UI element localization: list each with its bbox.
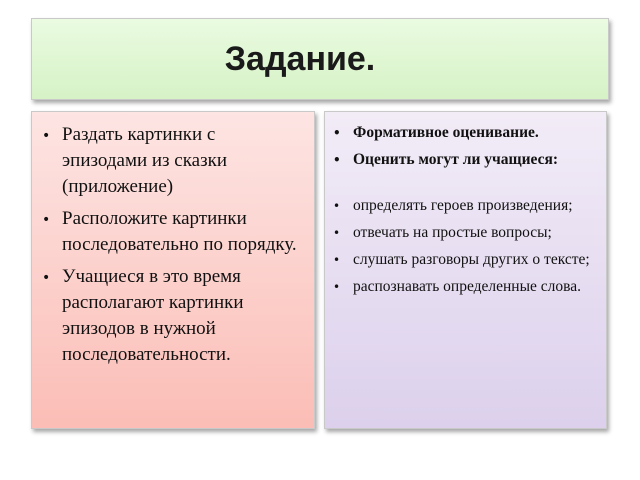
bullet-icon: • bbox=[42, 270, 51, 286]
list-item-text: распознавать определенные слова. bbox=[353, 278, 582, 295]
list-item bbox=[38, 264, 304, 368]
list-item bbox=[329, 249, 598, 271]
list-item bbox=[329, 122, 598, 144]
list-item bbox=[329, 276, 598, 298]
bullet-icon: • bbox=[42, 212, 51, 228]
list-item-text: определять героев произведения; bbox=[353, 197, 573, 214]
list-item-text: Расположите картинки последовательно по порядку. bbox=[62, 208, 297, 255]
slide-title: Задание. bbox=[224, 39, 376, 78]
list-item-text: Учащиеся в это время располагают картинки эпизодов в нужной последовательности. bbox=[62, 266, 244, 365]
list-item-text: Оценить могут ли учащиеся: bbox=[353, 151, 559, 168]
bullet-icon: • bbox=[333, 126, 341, 140]
bullet-icon: • bbox=[333, 226, 341, 240]
right-bullet-list bbox=[329, 122, 598, 298]
left-bullet-list bbox=[38, 122, 304, 368]
list-item bbox=[38, 206, 304, 258]
list-item-text: отвечать на простые вопросы; bbox=[353, 224, 552, 241]
list-item bbox=[329, 149, 598, 171]
list-item-text: Формативное оценивание. bbox=[353, 124, 539, 141]
list-item bbox=[329, 195, 598, 217]
list-item bbox=[38, 122, 304, 200]
bullet-icon: • bbox=[333, 280, 341, 294]
bullet-icon: • bbox=[333, 153, 341, 167]
bullet-icon: • bbox=[42, 128, 51, 144]
list-item-text: слушать разговоры других о тексте; bbox=[353, 251, 590, 268]
bullet-icon: • bbox=[333, 253, 341, 267]
title-box bbox=[31, 18, 609, 100]
list-item-text: Раздать картинки с эпизодами из сказки (приложение) bbox=[62, 124, 228, 197]
right-panel bbox=[324, 111, 607, 429]
left-panel bbox=[31, 111, 315, 429]
list-item bbox=[329, 222, 598, 244]
bullet-icon: • bbox=[333, 199, 341, 213]
